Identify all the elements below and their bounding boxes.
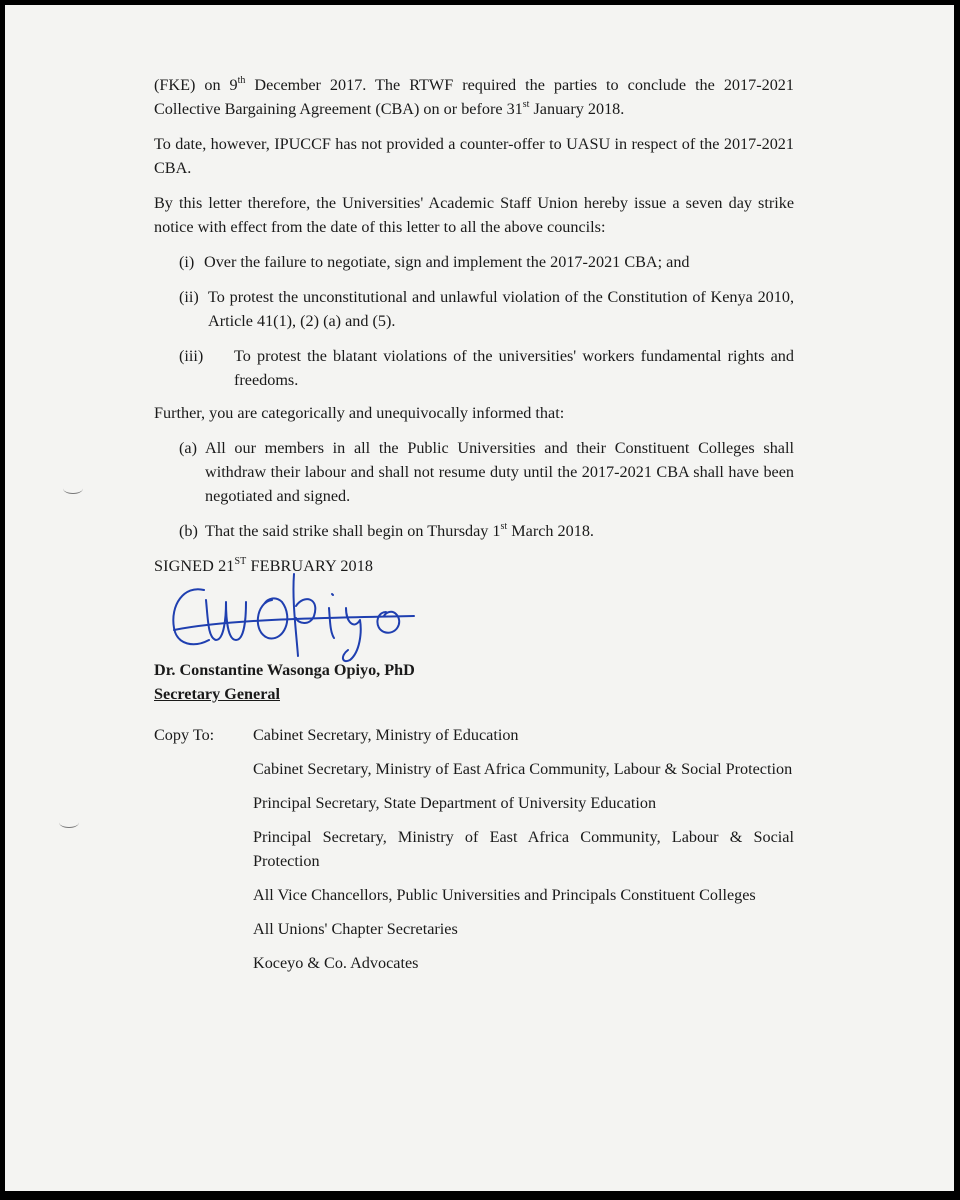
list-item-text: To protest the unconstitutional and unlawful violation of the Constitution of Kenya 2010, Article 41(1), (2) (a) and (5).: [208, 288, 794, 330]
reasons-list: [154, 250, 794, 392]
signature-drawing: [164, 560, 464, 670]
signer-title: Secretary General: [154, 685, 280, 703]
list-marker: (b): [179, 522, 198, 540]
recipient-item: Koceyo & Co. Advocates: [253, 954, 419, 972]
continued-paragraph: [154, 73, 794, 121]
list-marker: (i): [179, 253, 195, 271]
list-item-text: All our members in all the Public Universities and their Constituent Colleges shall withdraw their labour and shall not resume duty until the 2017-2021 CBA shall have been negotiated and signed.: [205, 439, 794, 505]
list-item: [179, 436, 794, 508]
ordinal-suffix: th: [237, 74, 246, 86]
ordinal-suffix: ST: [234, 555, 247, 567]
text-segment: March 2018.: [507, 522, 594, 540]
text-segment: FEBRUARY 2018: [246, 557, 374, 575]
text-segment: January 2018.: [529, 100, 625, 118]
notices-list: [154, 436, 794, 543]
list-item: [179, 285, 794, 333]
copy-to-label: Copy To:: [154, 726, 215, 744]
recipient-item: All Vice Chancellors, Public Universities and Principals Constituent Colleges: [253, 886, 756, 904]
handwritten-signature: [154, 580, 794, 658]
recipient-item: Principal Secretary, State Department of University Education: [253, 794, 657, 812]
text-segment: SIGNED 21: [154, 557, 235, 575]
list-item-text: To protest the blatant violations of the universities' workers fundamental rights and freedoms.: [234, 347, 794, 389]
paragraph-counter-offer: To date, however, IPUCCF has not provided a counter-offer to UASU in respect of the 2017-2021 CBA.: [154, 135, 794, 177]
list-item-text: [205, 519, 794, 543]
recipient-item: Cabinet Secretary, Ministry of Education: [253, 726, 519, 744]
copy-to-section: [154, 723, 794, 985]
list-item: [179, 250, 794, 274]
list-marker: (iii): [179, 347, 204, 365]
punch-mark-top: [63, 483, 83, 494]
paragraph-strike-notice: By this letter therefore, the Universities' Academic Staff Union hereby issue a seven day strike notice with effect from the date of this letter to all the above councils:: [154, 194, 794, 236]
list-marker: (a): [179, 439, 197, 457]
paragraph-further: Further, you are categorically and unequivocally informed that:: [154, 404, 565, 422]
recipient-item: Cabinet Secretary, Ministry of East Africa Community, Labour & Social Protection: [253, 760, 793, 778]
recipient-item: Principal Secretary, Ministry of East Africa Community, Labour & Social Protection: [253, 828, 794, 870]
recipient-item: All Unions' Chapter Secretaries: [253, 920, 458, 938]
text-segment: (FKE) on 9: [154, 76, 238, 94]
punch-mark-bottom: [59, 817, 79, 828]
text-segment: That the said strike shall begin on Thursday 1: [205, 522, 501, 540]
letter-page: [5, 5, 954, 1191]
list-marker: (ii): [179, 288, 199, 306]
list-item: [179, 519, 794, 543]
copy-to-recipients: [253, 723, 794, 985]
list-item: [179, 344, 794, 392]
ordinal-suffix: st: [522, 98, 530, 110]
signer-name: Dr. Constantine Wasonga Opiyo, PhD: [154, 661, 415, 679]
ordinal-suffix: st: [500, 520, 508, 532]
list-item-text: Over the failure to negotiate, sign and implement the 2017-2021 CBA; and: [204, 253, 690, 271]
text-segment: December 2017. The RTWF required the parties to conclude the 2017-2021 Collective Bargaining Agreement (CBA) on or before 31: [154, 76, 794, 118]
letter-body: [154, 73, 794, 985]
